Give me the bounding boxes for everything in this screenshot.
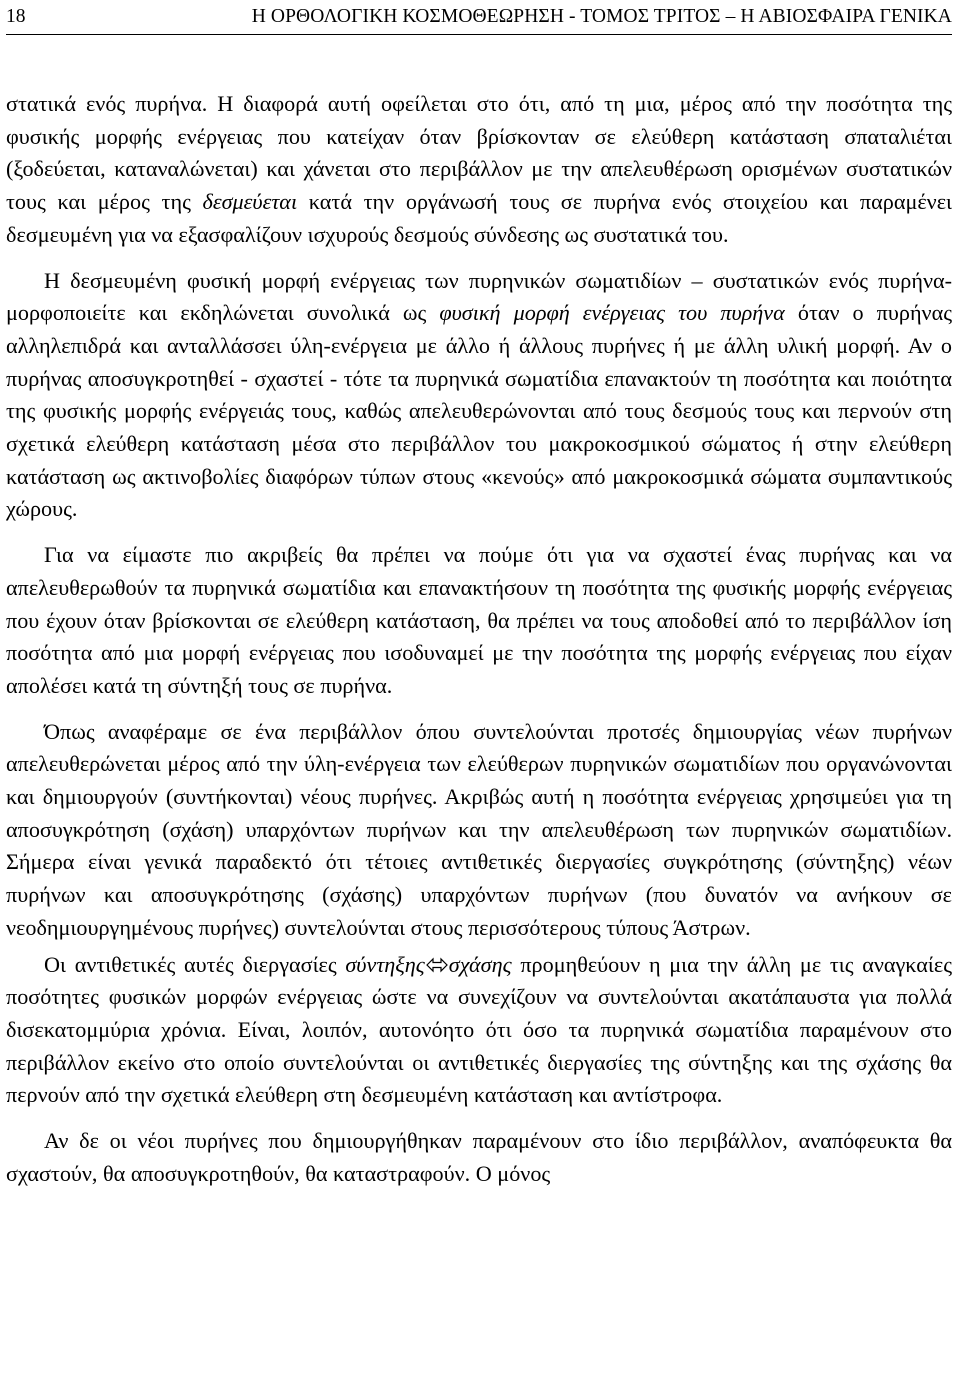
page-header xyxy=(6,0,952,35)
paragraph-text: Οι αντιθετικές αυτές διεργασίες xyxy=(44,951,346,977)
page-body xyxy=(6,88,952,1191)
italic-term: φυσική μορφή ενέργειας του πυρήνα xyxy=(439,300,785,326)
double-arrow-icon xyxy=(426,957,448,973)
running-title: Η ΟΡΘΟΛΟΓΙΚΗ ΚΟΣΜΟΘΕΩΡΗΣΗ - ΤΟΜΟΣ ΤΡΙΤΟΣ – Η ΑΒΙΟΣΦΑΙΡΑ ΓΕΝΙΚΑ xyxy=(251,6,952,27)
paragraph-text: στατικά ενός πυρήνα. Η διαφορά αυτή οφείλεται στο ότι, από τη μια, μέρος από την ποσότητα της φυσικής μορφής ενέργειας που κατείχαν όταν βρίσκονταν σε ελεύθερη κατάσταση σπαταλιέται (ξοδεύεται, καταναλώνεται) και χάνεται στο περιβάλλον με την απελευθέρωση ορισμένων συστατικών τους και μέρος της xyxy=(6,91,952,215)
paragraph-5 xyxy=(6,949,952,1113)
paragraph-text: κατά την οργάνωσή τους σε πυρήνα ενός στοιχείου και παραμένει δεσμευμένη για να εξασφαλίζουν ισχυρούς δεσμούς σύνδεσης ως συστατικά του. xyxy=(6,189,952,247)
paragraph-2 xyxy=(6,265,952,527)
paragraph-text: Η δεσμευμένη φυσική μορφή ενέργειας των πυρηνικών σωματιδίων – συστατικών ενός πυρήνα- μορφοποιείτε και εκδηλώνεται συνολικά ως xyxy=(6,267,952,326)
italic-term: σύντηξης xyxy=(345,951,425,977)
paragraph-4: Όπως αναφέραμε σε ένα περιβάλλον όπου συντελούνται προτσές δημιουργίας νέων πυρήνων απελευθερώνεται μέρος από την ύλη-ενέργεια των ελεύθερων πυρηνικών σωματιδίων που οργανώνονται και δημιουργούν (συντήκονται) νέους πυρήνες. Ακριβώς αυτή η ποσότητα ενέργειας χρησιμεύει για τη αποσυγκρότηση (σχάση) υπαρχόντων πυρήνων και την απελευθέρωση των πυρηνικών σωματιδίων. Σήμερα είναι γενικά παραδεκτό ότι τέτοιες αντιθετικές διεργασίες συγκρότησης (σύντηξης) νέων πυρήνων και αποσυγκρότησης (σχάσης) υπαρχόντων πυρήνων (που δυνατόν να ανήκουν σε νεοδημιουργημένους πυρήνες) συντελούνται στους περισσότερους τύπους Άστρων. xyxy=(6,718,952,940)
italic-term: σχάσης xyxy=(448,951,512,977)
italic-term: δεσμεύεται xyxy=(202,189,298,215)
paragraph-text: όταν ο πυρήνας αλληλεπιδρά και ανταλλάσσει ύλη-ενέργεια με άλλο ή άλλους πυρήνες ή με άλλη υλική μορφή. Αν ο πυρήνας αποσυγκροτηθεί - σχαστεί - τότε τα πυρηνικά σωματίδια επανακτούν τη ποσότητα και ποιότητα της φυσικής μορφής ενέργειάς τους, καθώς απελευθερώνονται από τους δεσμούς τους και περνούν στη σχετικά ελεύθερη κατάσταση μέσα στο περιβάλλον του μακροκοσμικού σώματος ή στην ελεύθερη κατάσταση ως ακτινοβολίες διαφόρων τύπων στους «κενούς» από μακροκοσμικά σώματα συμπαντικούς χώρους. xyxy=(6,300,952,522)
page-number: 18 xyxy=(6,6,26,27)
paragraph-6: Αν δε οι νέοι πυρήνες που δημιουργήθηκαν παραμένουν στο ίδιο περιβάλλον, αναπόφευκτα θα σχαστούν, θα αποσυγκροτηθούν, θα καταστραφούν. Ο μόνος xyxy=(6,1128,952,1186)
paragraph-text: προμηθεύουν η μια την άλλη με τις αναγκαίες ποσότητες φυσικών μορφών ενέργειας ώστε να συνεχίζουν να συντελούνται ακατάπαυστα για πολλά δισεκατομμύρια χρόνια. Είναι, λοιπόν, αυτονόητο ότι όσο τα πυρηνικά σωματίδια παραμένουν στο περιβάλλον εκείνο στο οποίο συντελούνται οι αντιθετικές διεργασίες της σύντηξης και της σχάσης θα περνούν από την σχετικά ελεύθερη στη δεσμευμένη κατάσταση και αντίστροφα. xyxy=(6,951,952,1108)
paragraph-3: Για να είμαστε πιο ακριβείς θα πρέπει να πούμε ότι για να σχαστεί ένας πυρήνας και να απελευθερωθούν τα πυρηνικά σωματίδια και επανακτήσουν τη ποσότητα της φυσικής μορφής ενέργειας που έχουν όταν βρίσκονται σε ελεύθερη κατάσταση, θα πρέπει να τους αποδοθεί από το περιβάλλον ίση ποσότητα από μια μορφή ενέργειας που ισοδυναμεί με την ποσότητα της μορφής ενέργειας που είχαν απολέσει κατά τη σύντηξή τους σε πυρήνα. xyxy=(6,542,952,698)
paragraph-1 xyxy=(6,88,952,252)
